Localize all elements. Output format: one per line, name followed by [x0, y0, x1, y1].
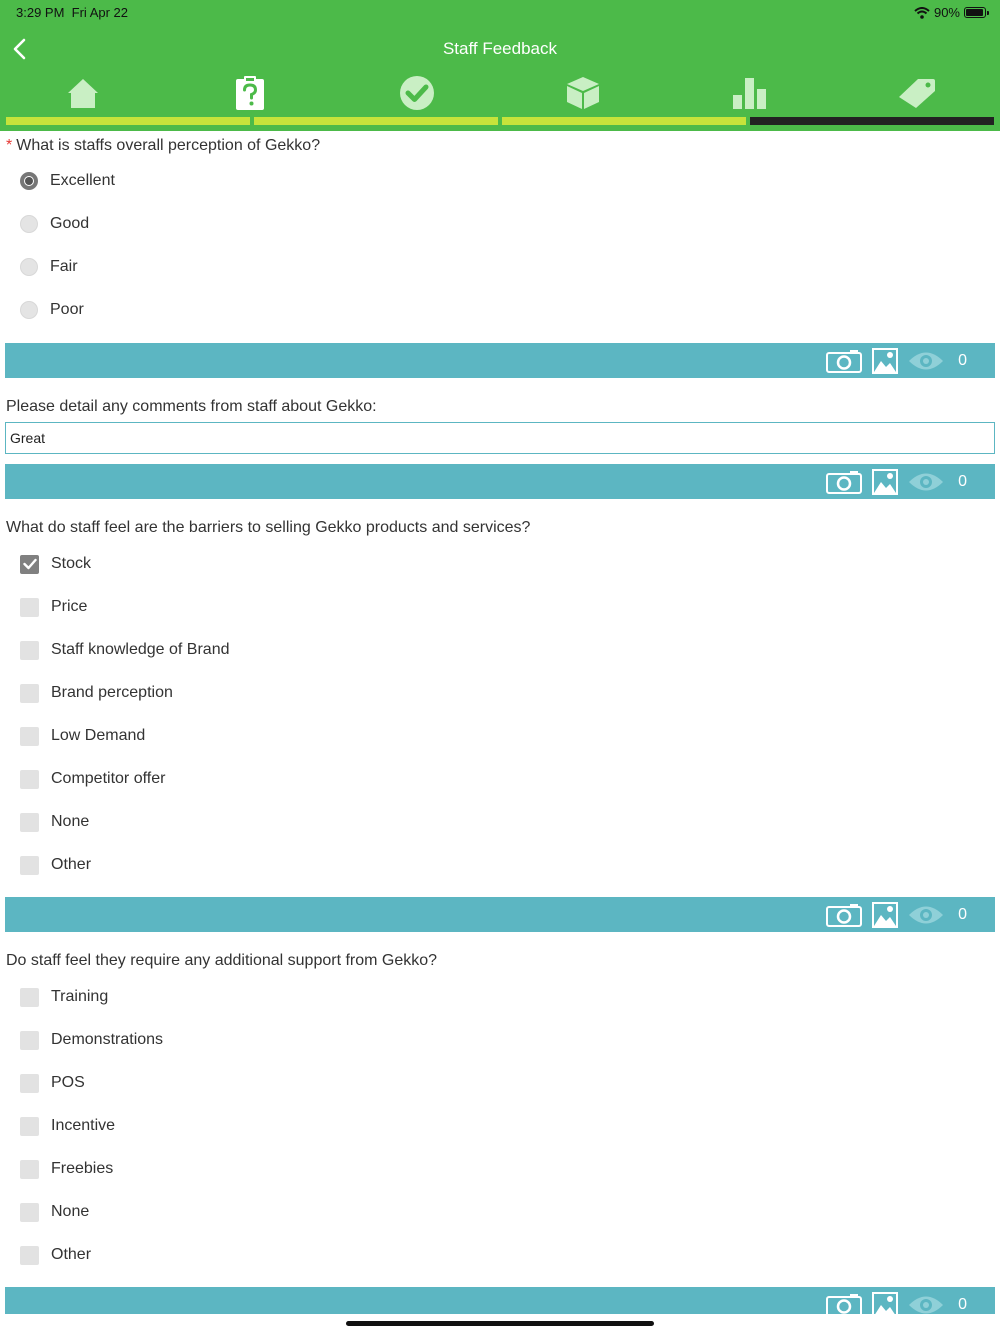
checkbox[interactable]	[20, 770, 39, 789]
checkbox[interactable]	[20, 598, 39, 617]
checkbox[interactable]	[20, 988, 39, 1007]
option-label: Competitor offer	[51, 770, 166, 787]
radio-option-good[interactable]	[20, 212, 89, 236]
gallery-icon[interactable]	[872, 469, 898, 495]
checkbox-option-freebies[interactable]	[20, 1157, 113, 1181]
option-label: Fair	[50, 258, 78, 275]
radio-button[interactable]	[20, 215, 38, 233]
question-overall-perception: * What is staffs overall perception of Gekko?	[6, 137, 321, 154]
checkbox[interactable]	[20, 1203, 39, 1222]
progress-segment	[750, 117, 994, 125]
option-label: Other	[51, 856, 92, 873]
checkbox[interactable]	[20, 856, 39, 875]
box-icon	[565, 75, 601, 111]
progress-segment	[6, 117, 250, 125]
section-tabs	[0, 70, 1000, 116]
radio-button[interactable]	[20, 172, 38, 190]
eye-icon[interactable]	[908, 350, 944, 372]
battery-percent: 90%	[933, 5, 960, 20]
eye-icon[interactable]	[908, 904, 944, 926]
tab-home[interactable]	[0, 70, 167, 116]
radio-option-poor[interactable]	[20, 298, 84, 322]
radio-option-excellent[interactable]	[20, 169, 115, 193]
question-barriers: What do staff feel are the barriers to selling Gekko products and services?	[6, 519, 531, 536]
home-icon	[66, 76, 100, 110]
tab-pricing[interactable]	[833, 70, 1000, 116]
tab-questions[interactable]	[167, 70, 334, 116]
option-label: Staff knowledge of Brand	[51, 641, 230, 658]
media-count: 0	[958, 352, 967, 369]
media-count: 0	[958, 1296, 967, 1313]
checkbox-option-training[interactable]	[20, 985, 108, 1009]
tab-products[interactable]	[500, 70, 667, 116]
checkbox-option-competitor-offer[interactable]	[20, 767, 165, 791]
checkbox-option-demonstrations[interactable]	[20, 1028, 163, 1052]
media-count: 0	[958, 473, 967, 490]
option-label: Good	[50, 215, 90, 232]
checkbox-option-incentive[interactable]	[20, 1114, 115, 1138]
bar-chart-icon	[732, 75, 768, 111]
option-label: Other	[51, 1246, 92, 1263]
tag-icon	[898, 77, 936, 109]
checkbox[interactable]	[20, 1246, 39, 1265]
media-bar-q4	[5, 1287, 995, 1314]
camera-icon[interactable]	[826, 349, 862, 373]
checkbox[interactable]	[20, 1074, 39, 1093]
checkbox[interactable]	[20, 684, 39, 703]
option-label: POS	[51, 1074, 85, 1091]
radio-option-fair[interactable]	[20, 255, 78, 279]
media-bar-q3	[5, 897, 995, 932]
battery-icon	[964, 7, 986, 18]
page-title: Staff Feedback	[442, 39, 558, 58]
option-label: Freebies	[51, 1160, 114, 1177]
option-label: None	[51, 813, 90, 830]
checkmark-icon	[23, 558, 37, 570]
progress-segment	[254, 117, 498, 125]
option-label: Poor	[50, 301, 84, 318]
checkbox[interactable]	[20, 813, 39, 832]
checkbox-option-other[interactable]	[20, 853, 91, 877]
checkbox-option-other[interactable]	[20, 1243, 91, 1267]
checkbox-option-none[interactable]	[20, 1200, 89, 1224]
required-marker: *	[6, 137, 13, 154]
comments-input[interactable]: Great	[5, 422, 995, 454]
eye-icon[interactable]	[908, 471, 944, 493]
camera-icon[interactable]	[826, 903, 862, 927]
camera-icon[interactable]	[826, 470, 862, 494]
clipboard-question-icon	[233, 75, 267, 111]
status-indicators	[914, 5, 986, 20]
checkbox[interactable]	[20, 1031, 39, 1050]
app-header	[0, 0, 1000, 131]
check-circle-icon	[398, 74, 436, 112]
checkbox-option-brand-perception[interactable]	[20, 681, 173, 705]
checkbox[interactable]	[20, 1117, 39, 1136]
option-label: Training	[51, 988, 109, 1005]
option-label: Stock	[51, 555, 92, 572]
checkbox[interactable]	[20, 641, 39, 660]
home-indicator	[346, 1321, 654, 1326]
option-label: Demonstrations	[51, 1031, 164, 1048]
tab-checklist[interactable]	[333, 70, 500, 116]
media-bar-q1	[5, 343, 995, 378]
status-time: 3:29 PM Fri Apr 22	[16, 5, 129, 20]
camera-icon[interactable]	[826, 1293, 862, 1314]
checkbox-option-stock[interactable]	[20, 552, 91, 576]
checkbox[interactable]	[20, 727, 39, 746]
gallery-icon[interactable]	[872, 1292, 898, 1314]
media-bar-q2	[5, 464, 995, 499]
option-label: Excellent	[50, 172, 115, 189]
radio-button[interactable]	[20, 301, 38, 319]
option-label: Brand perception	[51, 684, 173, 701]
checkbox[interactable]	[20, 1160, 39, 1179]
question-support: Do staff feel they require any additional support from Gekko?	[6, 952, 438, 969]
checkbox-option-price[interactable]	[20, 595, 87, 619]
checkbox-option-low-demand[interactable]	[20, 724, 145, 748]
progress-segment	[502, 117, 746, 125]
question-comments: Please detail any comments from staff about Gekko:	[6, 398, 377, 415]
option-label: Incentive	[51, 1117, 116, 1134]
checkbox-option-none[interactable]	[20, 810, 89, 834]
option-label: None	[51, 1203, 90, 1220]
media-count: 0	[958, 906, 967, 923]
gallery-icon[interactable]	[872, 902, 898, 928]
gallery-icon[interactable]	[872, 348, 898, 374]
option-label: Low Demand	[51, 727, 146, 744]
checkbox[interactable]	[20, 555, 39, 574]
eye-icon[interactable]	[908, 1294, 944, 1314]
option-label: Price	[51, 598, 88, 615]
tab-stats[interactable]	[667, 70, 834, 116]
radio-button[interactable]	[20, 258, 38, 276]
checkbox-option-pos[interactable]	[20, 1071, 85, 1095]
wifi-icon	[914, 7, 930, 19]
progress-bar	[6, 117, 994, 125]
checkbox-option-staff-knowledge-of-brand[interactable]	[20, 638, 230, 662]
